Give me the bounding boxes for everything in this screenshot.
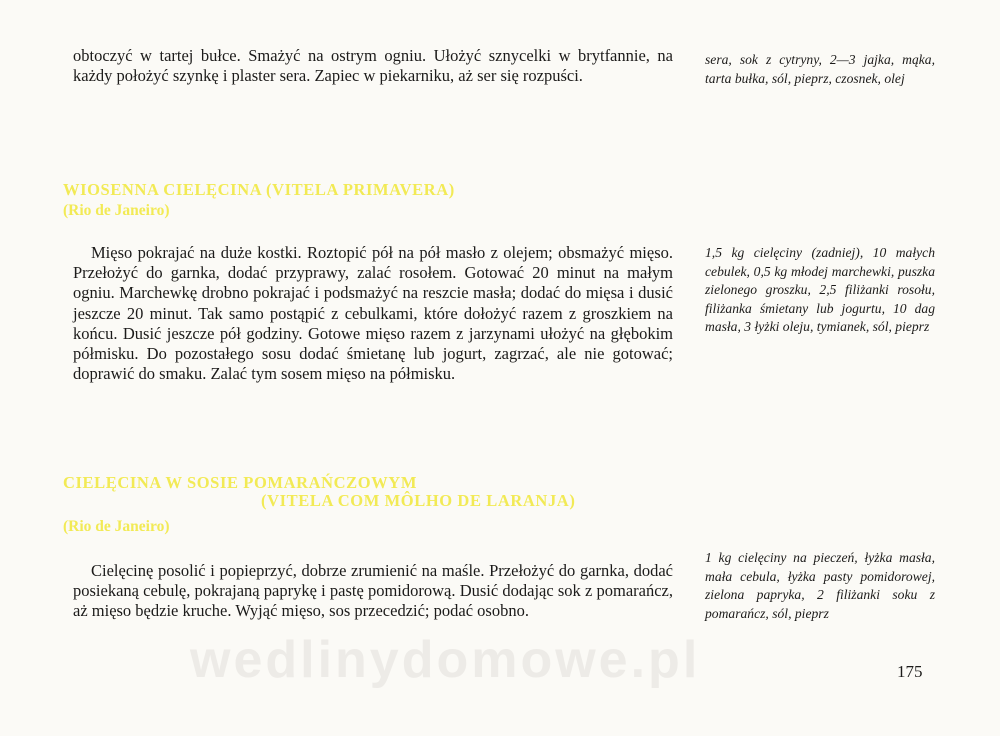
watermark: wedlinydomowe.pl bbox=[190, 631, 701, 689]
recipe1-body: Mięso pokrajać na duże kostki. Roztopić pół na pół masło z olejem; obsmażyć mięso. Przełożyć do garnka, dodać przyprawy, zalać rosołem. Gotować 20 minut na małym ogniu. Marchewkę drobno pokrajać i podsmażyć na reszcie masła; dodać do mięsa i dusić jeszcze 20 minut. Tak samo postąpić z cebulkami, które dołożyć razem z groszkiem na końcu. Dusić jeszcze pół godziny. Gotowe mięso razem z jarzynami ułożyć na głębokim półmisku. Do pozostałego sosu dodać śmietanę lub jogurt, zagrzać, ale nie gotować; doprawić do smaku. Zalać tym sosem mięso na półmisku. bbox=[73, 243, 673, 384]
recipe1-ingredients: 1,5 kg cielęciny (zadniej), 10 małych cebulek, 0,5 kg młodej marchewki, puszka zielonego groszku, 2,5 filiżanki rosołu, filiżanka śmietany lub jogurtu, 10 dag masła, 3 łyżki oleju, tymianek, sól, pieprz bbox=[705, 245, 935, 335]
top-ingredients: sera, sok z cytryny, 2—3 jajka, mąka, tarta bułka, sól, pieprz, czosnek, olej bbox=[705, 52, 935, 86]
recipe2-title-line1: CIELĘCINA W SOSIE POMARAŃCZOWYM bbox=[63, 473, 417, 492]
recipe2-body: Cielęcinę posolić i popieprzyć, dobrze zrumienić na maśle. Przełożyć do garnka, dodać posiekaną cebulę, pokrajaną paprykę i pastę pomidorową. Dusić dodając sok z pomarańcz, aż mięso będzie kruche. Wyjąć mięso, sos przecedzić; podać osobno. bbox=[73, 561, 673, 621]
top-body-text: obtoczyć w tartej bułce. Smażyć na ostrym ogniu. Ułożyć sznycelki w brytfannie, na każdy położyć szynkę i plaster sera. Zapiec w piekarniku, aż ser się rozpuści. bbox=[73, 46, 673, 86]
page-number: 175 bbox=[897, 662, 923, 681]
recipe1-title: WIOSENNA CIELĘCINA (VITELA PRIMAVERA) bbox=[63, 180, 455, 199]
recipe1-origin: (Rio de Janeiro) bbox=[63, 202, 170, 219]
recipe2-ingredients: 1 kg cielęciny na pieczeń, łyżka masła, mała cebula, łyżka pasty pomidorowej, zielona papryka, 2 filiżanki soku z pomarańcz, sól, pieprz bbox=[705, 550, 935, 621]
recipe2-title bbox=[63, 473, 575, 511]
recipe2-title-line2: (VITELA COM MÔLHO DE LARANJA) bbox=[261, 491, 576, 510]
recipe2-origin: (Rio de Janeiro) bbox=[63, 518, 170, 535]
